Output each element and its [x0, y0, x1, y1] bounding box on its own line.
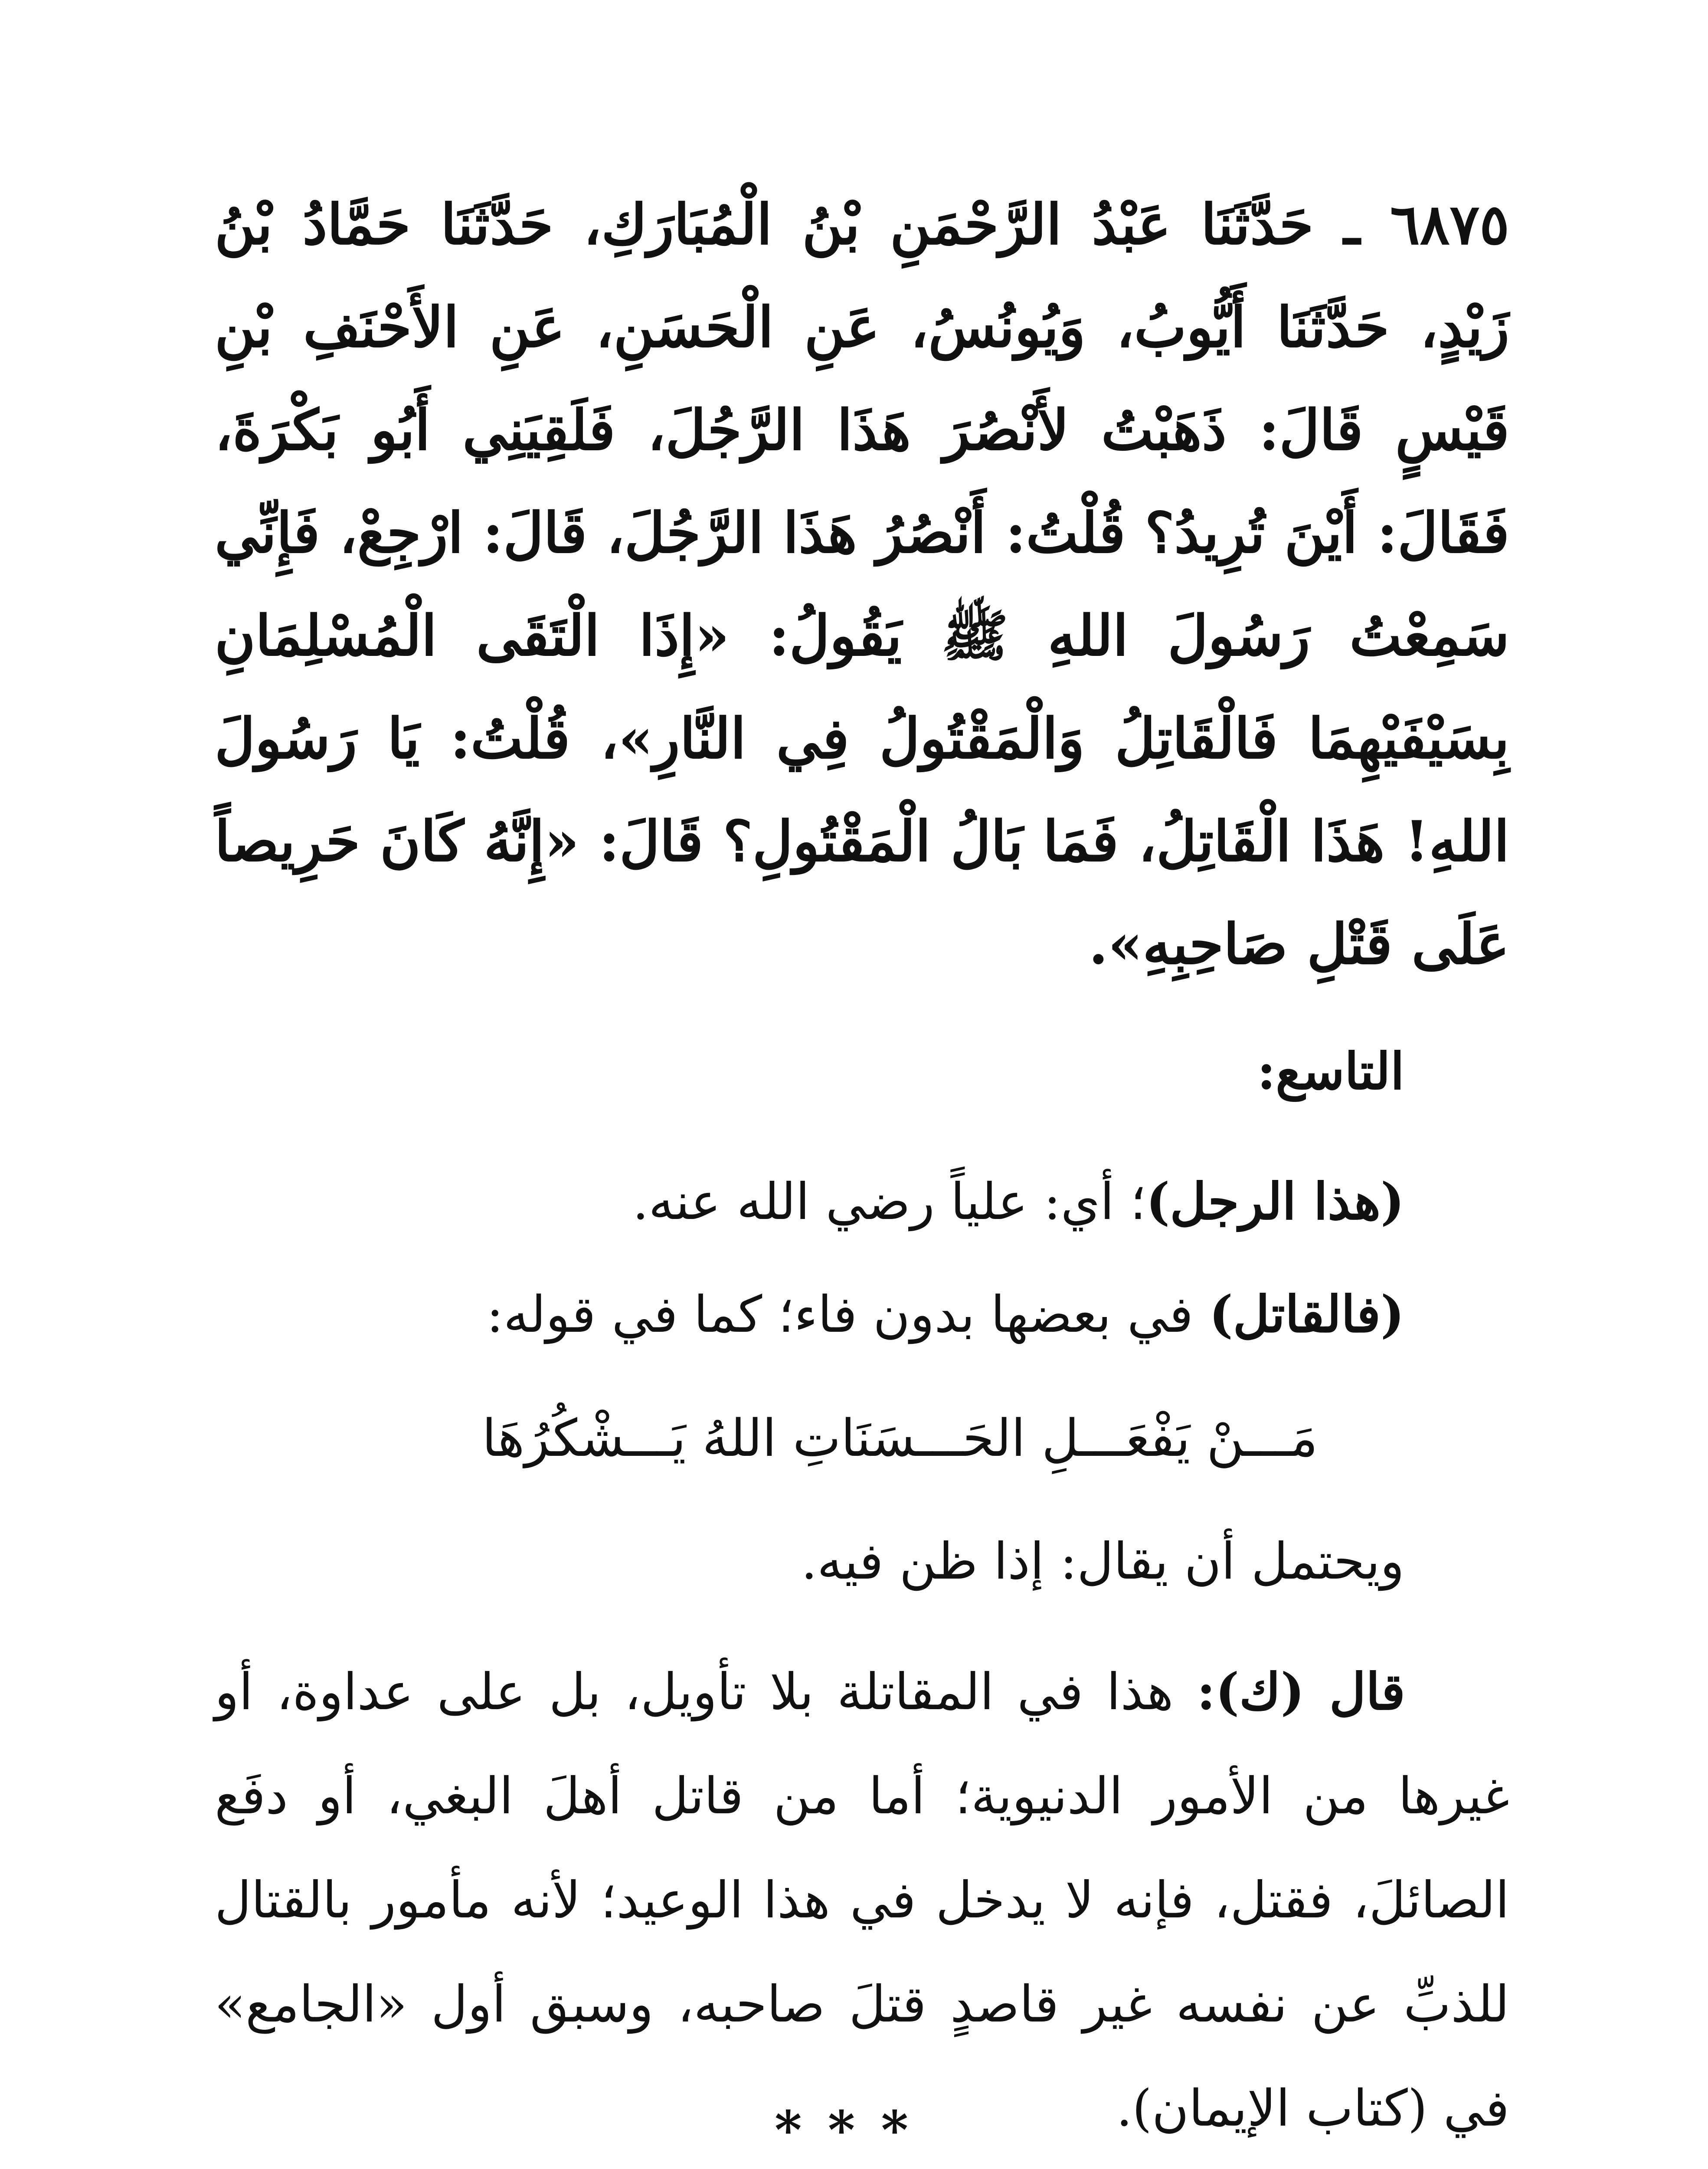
gloss-hadha-al-rajul — [632, 1167, 1404, 1237]
gloss-explanation: في بعضها بدون فاء؛ كما في قوله: — [486, 1285, 1209, 1344]
gloss-alternative: ويحتمل أن يقال: إذا ظن فيه. — [801, 1532, 1404, 1591]
gloss-fal-qatil — [487, 1280, 1404, 1350]
hadith-paragraph — [215, 174, 1509, 996]
commentary-paragraph — [215, 1640, 1509, 2161]
hadith-text: ٦٨٧٥ ـ حَدَّثَنَا عَبْدُ الرَّحْمَنِ بْنُ الْمُبَارَكِ، حَدَّثَنَا حَمَّادُ بْنُ زَيْدٍ، حَدَّثَنَا أَيُّوبُ، وَيُونُسُ، عَنِ الْحَسَنِ، عَنِ الأَحْنَفِ بْنِ قَيْسٍ قَالَ: ذَهَبْتُ لأَنْصُرَ هَذَا الرَّجُلَ، فَلَقِيَنِي أَبُو بَكْرَةَ، فَقَالَ: أَيْنَ تُرِيدُ؟ قُلْتُ: أَنْصُرُ هَذَا الرَّجُلَ، قَالَ: ارْجِعْ، فَإِنِّي سَمِعْتُ رَسُولَ اللهِ ﷺ يَقُولُ: «إِذَا الْتَقَى الْمُسْلِمَانِ بِسَيْفَيْهِمَا فَالْقَاتِلُ وَالْمَقْتُولُ فِي النَّارِ»، قُلْتُ: يَا رَسُولَ اللهِ! هَذَا الْقَاتِلُ، فَمَا بَالُ الْمَقْتُولِ؟ قَالَ: «إِنَّهُ كَانَ حَرِيصاً عَلَى قَتْلِ صَاحِبِهِ». — [215, 192, 1509, 977]
section-title: التاسع: — [1257, 1042, 1404, 1101]
gloss-term: (هذا الرجل) — [1146, 1172, 1404, 1231]
gloss-term: (فالقاتل) — [1209, 1285, 1404, 1344]
gloss-explanation: ؛ أي: علياً رضي الله عنه. — [632, 1173, 1146, 1231]
section-separator: *** — [774, 2100, 935, 2161]
commentator-label: قال (ك): — [1197, 1662, 1405, 1721]
commentary-text: هذا في المقاتلة بلا تأويل، بل على عداوة، أو غيرها من الأمور الدنيوية؛ أما من قاتل أهلَ البغي، أو دفَع الصائلَ، فقتل، فإنه لا يدخل في هذا الوعيد؛ لأنه مأمور بالقتال للذبِّ عن نفسه غير قاصدٍ قتلَ صاحبه، وسبق أول «الجامع» في (كتاب الإيمان). — [215, 1663, 1509, 2138]
poetry-verse: مَـــنْ يَفْعَـــلِ الحَـــسَنَاتِ اللهُ يَـــشْكُرُهَا — [482, 1408, 1318, 1468]
